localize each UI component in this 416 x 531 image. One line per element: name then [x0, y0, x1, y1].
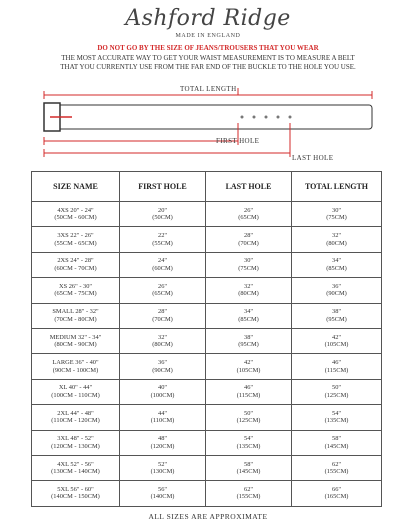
- cell-primary-value: 62": [244, 485, 253, 493]
- instruction-line-1: THE MOST ACCURATE WAY TO GET YOUR WAIST MEASUREMENT IS TO MEASURE A BELT: [61, 54, 355, 62]
- table-row: [32, 252, 382, 277]
- cell-metric-value: (65CM): [238, 214, 259, 222]
- table-body: [32, 202, 382, 507]
- cell-metric-value: (90CM): [152, 366, 173, 374]
- cell-metric-value: (60CM): [152, 264, 173, 272]
- table-row: [32, 430, 382, 455]
- size-name-cell: [32, 481, 120, 506]
- size-name-cell: [32, 303, 120, 328]
- table-row: [32, 405, 382, 430]
- cell-primary-value: 38": [244, 333, 253, 341]
- last-hole-cell: [206, 379, 292, 404]
- total-length-cell: [292, 303, 382, 328]
- first-hole-cell: [120, 481, 206, 506]
- first-hole-cell: [120, 379, 206, 404]
- size-name-cell: [32, 405, 120, 430]
- first-hole-cell: [120, 354, 206, 379]
- last-hole-cell: [206, 227, 292, 252]
- first-hole-cell: [120, 252, 206, 277]
- cell-primary-value: 32": [158, 333, 167, 341]
- total-length-cell: [292, 354, 382, 379]
- first-hole-cell: [120, 303, 206, 328]
- cell-primary-value: 30": [332, 206, 341, 214]
- cell-primary-value: 38": [332, 308, 341, 316]
- cell-metric-value: (85CM): [326, 264, 347, 272]
- cell-primary-value: 26": [244, 206, 253, 214]
- cell-primary-value: 3XS 22" - 26": [57, 231, 94, 239]
- cell-metric-value: (135CM): [236, 442, 261, 450]
- instruction-line-2: THAT YOU CURRENTLY USE FROM THE FAR END OF THE BUCKLE TO THE HOLE YOU USE.: [60, 63, 356, 71]
- header-first-hole: FIRST HOLE: [120, 172, 206, 202]
- cell-metric-value: (55CM): [152, 239, 173, 247]
- belt-hole: [241, 116, 244, 119]
- cell-primary-value: 34": [332, 257, 341, 265]
- cell-primary-value: 50": [332, 384, 341, 392]
- cell-metric-value: (70CM): [238, 239, 259, 247]
- belt-hole: [277, 116, 280, 119]
- instruction-text: [14, 54, 402, 72]
- cell-primary-value: 46": [332, 358, 341, 366]
- size-chart-table: [31, 171, 382, 507]
- cell-primary-value: 58": [244, 460, 253, 468]
- cell-primary-value: 58": [332, 435, 341, 443]
- cell-primary-value: 22": [158, 231, 167, 239]
- cell-primary-value: 30": [244, 257, 253, 265]
- cell-primary-value: 40": [158, 384, 167, 392]
- size-name-cell: [32, 328, 120, 353]
- brand-logo: Ashford Ridge: [125, 6, 291, 31]
- last-hole-cell: [206, 354, 292, 379]
- belt-strap: [46, 105, 372, 129]
- cell-metric-value: (75CM): [238, 264, 259, 272]
- cell-primary-value: 2XS 24" - 28": [57, 257, 94, 265]
- cell-metric-value: (120CM - 130CM): [51, 442, 100, 450]
- cell-metric-value: (50CM - 60CM): [54, 214, 97, 222]
- size-name-cell: [32, 354, 120, 379]
- cell-primary-value: 20": [158, 206, 167, 214]
- last-hole-cell: [206, 481, 292, 506]
- total-length-cell: [292, 481, 382, 506]
- cell-metric-value: (145CM): [236, 468, 261, 476]
- warning-text: DO NOT GO BY THE SIZE OF JEANS/TROUSERS THAT YOU WEAR: [97, 44, 319, 52]
- last-hole-cell: [206, 405, 292, 430]
- last-hole-cell: [206, 202, 292, 227]
- cell-primary-value: 34": [244, 308, 253, 316]
- cell-primary-value: 5XL 56" - 60": [57, 485, 94, 493]
- cell-primary-value: 28": [158, 308, 167, 316]
- table-row: [32, 227, 382, 252]
- cell-metric-value: (80CM): [152, 341, 173, 349]
- cell-metric-value: (90CM - 100CM): [52, 366, 99, 374]
- cell-metric-value: (80CM): [326, 239, 347, 247]
- cell-metric-value: (125CM): [324, 391, 349, 399]
- first-hole-cell: [120, 227, 206, 252]
- last-hole-cell: [206, 278, 292, 303]
- belt-diagram: [0, 85, 416, 165]
- cell-primary-value: 3XL 48" - 52": [57, 435, 94, 443]
- first-hole-cell: [120, 328, 206, 353]
- cell-primary-value: 36": [332, 282, 341, 290]
- cell-primary-value: 26": [158, 282, 167, 290]
- table-row: [32, 278, 382, 303]
- total-length-cell: [292, 278, 382, 303]
- cell-primary-value: XL 40" - 44": [58, 384, 93, 392]
- cell-metric-value: (100CM - 110CM): [51, 391, 100, 399]
- table-row: [32, 455, 382, 480]
- total-length-cell: [292, 405, 382, 430]
- cell-metric-value: (140CM - 150CM): [51, 493, 100, 501]
- cell-primary-value: 56": [158, 485, 167, 493]
- size-name-cell: [32, 379, 120, 404]
- belt-diagram-svg: [0, 85, 416, 165]
- cell-metric-value: (50CM): [152, 214, 173, 222]
- last-hole-cell: [206, 303, 292, 328]
- brand-tagline: MADE IN ENGLAND: [175, 33, 241, 39]
- header-size-name: SIZE NAME: [32, 172, 120, 202]
- cell-primary-value: LARGE 36" - 40": [52, 358, 99, 366]
- total-length-cell: [292, 379, 382, 404]
- cell-primary-value: 54": [244, 435, 253, 443]
- size-name-cell: [32, 430, 120, 455]
- cell-metric-value: (105CM): [324, 341, 349, 349]
- cell-metric-value: (120CM): [150, 442, 175, 450]
- total-length-label: TOTAL LENGTH: [180, 85, 237, 93]
- size-name-cell: [32, 455, 120, 480]
- cell-metric-value: (65CM): [152, 290, 173, 298]
- last-hole-cell: [206, 252, 292, 277]
- total-length-cell: [292, 455, 382, 480]
- cell-primary-value: 44": [158, 409, 167, 417]
- cell-metric-value: (70CM - 80CM): [54, 315, 97, 323]
- size-name-cell: [32, 227, 120, 252]
- cell-metric-value: (100CM): [150, 391, 175, 399]
- first-hole-cell: [120, 405, 206, 430]
- total-length-cell: [292, 252, 382, 277]
- footer-note: ALL SIZES ARE APPROXIMATE: [148, 512, 268, 521]
- cell-primary-value: 48": [158, 435, 167, 443]
- cell-metric-value: (155CM): [324, 468, 349, 476]
- cell-primary-value: 52": [158, 460, 167, 468]
- first-hole-label: FIRST HOLE: [216, 137, 260, 145]
- cell-primary-value: MEDIUM 32" - 34": [49, 333, 102, 341]
- cell-primary-value: 4XL 52" - 56": [57, 460, 94, 468]
- cell-metric-value: (55CM - 65CM): [54, 239, 97, 247]
- table-row: [32, 202, 382, 227]
- first-hole-cell: [120, 455, 206, 480]
- cell-metric-value: (80CM): [238, 290, 259, 298]
- total-length-cell: [292, 202, 382, 227]
- last-hole-cell: [206, 328, 292, 353]
- cell-primary-value: 54": [332, 409, 341, 417]
- header-total-length: TOTAL LENGTH: [292, 172, 382, 202]
- cell-primary-value: 2XL 44" - 48": [57, 409, 94, 417]
- size-name-cell: [32, 278, 120, 303]
- total-length-cell: [292, 328, 382, 353]
- cell-metric-value: (145CM): [324, 442, 349, 450]
- header-last-hole: LAST HOLE: [206, 172, 292, 202]
- cell-metric-value: (140CM): [150, 493, 175, 501]
- last-hole-cell: [206, 430, 292, 455]
- cell-primary-value: 50": [244, 409, 253, 417]
- cell-metric-value: (65CM - 75CM): [54, 290, 97, 298]
- cell-metric-value: (130CM): [150, 468, 175, 476]
- cell-primary-value: SMALL 28" - 32": [52, 308, 99, 316]
- cell-primary-value: 46": [244, 384, 253, 392]
- first-hole-cell: [120, 278, 206, 303]
- cell-metric-value: (75CM): [326, 214, 347, 222]
- belt-hole: [253, 116, 256, 119]
- cell-metric-value: (110CM - 120CM): [51, 417, 100, 425]
- cell-primary-value: 66": [332, 485, 341, 493]
- cell-metric-value: (60CM - 70CM): [54, 264, 97, 272]
- size-name-cell: [32, 252, 120, 277]
- cell-metric-value: (95CM): [326, 315, 347, 323]
- cell-metric-value: (135CM): [324, 417, 349, 425]
- table-row: [32, 481, 382, 506]
- cell-primary-value: 28": [244, 231, 253, 239]
- total-length-cell: [292, 430, 382, 455]
- last-hole-cell: [206, 455, 292, 480]
- cell-metric-value: (105CM): [236, 366, 261, 374]
- first-hole-cell: [120, 202, 206, 227]
- cell-metric-value: (125CM): [236, 417, 261, 425]
- first-hole-cell: [120, 430, 206, 455]
- cell-primary-value: 42": [244, 358, 253, 366]
- cell-metric-value: (130CM - 140CM): [51, 468, 100, 476]
- cell-primary-value: 32": [332, 231, 341, 239]
- cell-metric-value: (115CM): [324, 366, 349, 374]
- size-name-cell: [32, 202, 120, 227]
- cell-metric-value: (110CM): [150, 417, 175, 425]
- last-hole-label: LAST HOLE: [292, 154, 334, 162]
- table-row: [32, 328, 382, 353]
- cell-metric-value: (90CM): [326, 290, 347, 298]
- table-header-row: [32, 172, 382, 202]
- cell-metric-value: (115CM): [236, 391, 261, 399]
- cell-metric-value: (80CM - 90CM): [54, 341, 97, 349]
- cell-primary-value: 32": [244, 282, 253, 290]
- cell-metric-value: (70CM): [152, 315, 173, 323]
- cell-metric-value: (165CM): [324, 493, 349, 501]
- cell-metric-value: (95CM): [238, 341, 259, 349]
- cell-primary-value: 62": [332, 460, 341, 468]
- table-row: [32, 354, 382, 379]
- cell-primary-value: 4XS 20" - 24": [57, 206, 94, 214]
- cell-metric-value: (85CM): [238, 315, 259, 323]
- cell-primary-value: 24": [158, 257, 167, 265]
- belt-hole: [265, 116, 268, 119]
- cell-metric-value: (155CM): [236, 493, 261, 501]
- cell-primary-value: XS 26" - 30": [58, 282, 93, 290]
- cell-primary-value: 42": [332, 333, 341, 341]
- total-length-cell: [292, 227, 382, 252]
- table-row: [32, 379, 382, 404]
- table-row: [32, 303, 382, 328]
- cell-primary-value: 36": [158, 358, 167, 366]
- belt-hole: [289, 116, 292, 119]
